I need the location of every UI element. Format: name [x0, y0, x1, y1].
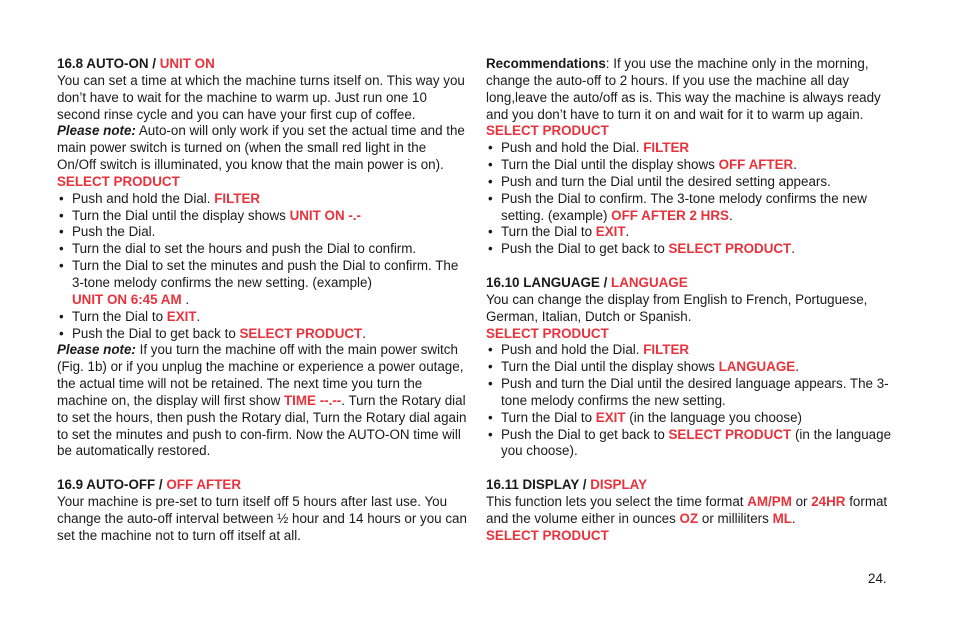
select-product-label: SELECT PRODUCT	[486, 527, 609, 543]
section-16-8-heading: 16.8 AUTO-ON / UNIT ON	[57, 56, 215, 71]
auto-on-note: Please note: Auto-on will only work if you set the actual time and the main power switch is turned on (when the small red light in the On/Off switch is illuminated, you know that the main power is on).	[57, 123, 465, 173]
list-item: • Turn the Dial until the display shows LANGUAGE.	[486, 359, 898, 376]
auto-off-steps	[486, 140, 898, 258]
page-number: 24.	[868, 571, 887, 586]
auto-on-steps	[57, 191, 469, 343]
list-item: • Push the Dial to get back to SELECT PRODUCT.	[486, 241, 898, 258]
section-16-11-heading: 16.11 DISPLAY / DISPLAY	[486, 477, 648, 493]
list-item: • Push and turn the Dial until the desired language appears. The 3-tone melody confirms the new setting.	[486, 376, 898, 410]
list-item: • Turn the Dial to set the minutes and push the Dial to confirm. The 3-tone melody confirms the new setting. (example) UNIT ON 6:45 AM .	[57, 258, 469, 309]
list-item: • Turn the Dial to EXIT.	[486, 224, 898, 241]
display-text: This function lets you select the time format AM/PM or 24HR format and the volume either in ounces OZ or milliliters ML.	[486, 493, 888, 526]
auto-off-text: Your machine is pre-set to turn itself off 5 hours after last use. You change the auto-off interval between ½ hour and 14 hours or you can set the machine not to turn off itself at all.	[57, 493, 467, 543]
list-item: • Push and hold the Dial. FILTER	[486, 140, 898, 157]
list-item: • Turn the Dial to EXIT.	[57, 309, 469, 326]
list-item: • Turn the Dial until the display shows UNIT ON -.-	[57, 208, 469, 225]
auto-on-intro: You can set a time at which the machine turns itself on. This way you don’t have to wait for the machine to warm up. Just run one 10 second rinse cycle and you can have your first cup of coffee.	[57, 72, 465, 122]
left-column	[57, 56, 469, 544]
list-item: • Turn the Dial until the display shows OFF AFTER.	[486, 157, 898, 174]
recommendations: Recommendations: If you use the machine only in the morning, change the auto-off to 2 hours. If you use the machine all day long,leave the auto/off as is. This way the machine is always ready and you don’t have to turn it on and wait for it to warm up again.	[486, 56, 881, 122]
list-item: • Push and hold the Dial. FILTER	[486, 342, 898, 359]
list-item: • Push the Dial to get back to SELECT PRODUCT.	[57, 326, 469, 343]
list-item: • Turn the Dial to EXIT (in the language you choose)	[486, 410, 898, 427]
list-item: • Push the Dial.	[57, 224, 469, 241]
section-16-9-heading: 16.9 AUTO-OFF / OFF AFTER	[57, 477, 242, 493]
language-text: You can change the display from English to French, Portuguese, German, Italian, Dutch or Spanish.	[486, 291, 868, 324]
list-item: • Turn the dial to set the hours and push the Dial to confirm.	[57, 241, 469, 258]
select-product-label: SELECT PRODUCT	[57, 173, 180, 189]
list-item: • Push the Dial to confirm. The 3-tone melody confirms the new setting. (example) OFF AFTER 2 HRS.	[486, 191, 898, 225]
language-steps	[486, 342, 898, 460]
select-product-label: SELECT PRODUCT	[486, 123, 609, 139]
section-16-10-heading: 16.10 LANGUAGE / LANGUAGE	[486, 274, 688, 290]
list-item: • Push and turn the Dial until the desired setting appears.	[486, 174, 898, 191]
list-item: • Push the Dial to get back to SELECT PRODUCT (in the language you choose).	[486, 427, 898, 461]
right-column	[486, 56, 898, 544]
list-item: • Push and hold the Dial. FILTER	[57, 191, 469, 208]
select-product-label: SELECT PRODUCT	[486, 325, 609, 341]
power-outage-note: Please note: If you turn the machine off with the main power switch (Fig. 1b) or if you unplug the machine or experience a power outage, the actual time will not be retained. The next time you turn the machine on, the display will first show TIME --.--. Turn the Rotary dial to set the hours, then push the Rotary dial, Turn the Rotary dial again to set the minutes and push to con-firm. Now the AUTO-ON time will be automatically restored.	[57, 342, 467, 459]
